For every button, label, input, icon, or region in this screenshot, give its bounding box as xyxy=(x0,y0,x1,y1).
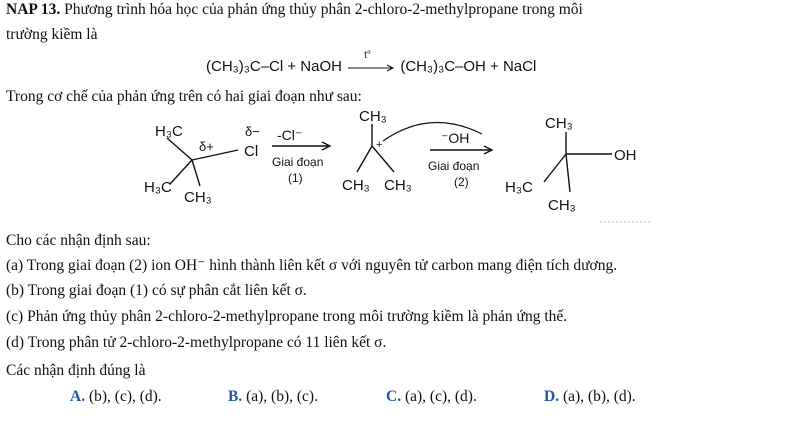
step1-arrow xyxy=(272,127,330,185)
mechanism-diagram xyxy=(0,106,791,230)
option-b-letter: B. xyxy=(228,388,243,405)
option-d-letter: D. xyxy=(544,388,560,405)
question-stem-text: Phương trình hóa học của phản ứng thủy phân 2-chloro-2-methylpropane trong môi xyxy=(64,1,583,18)
statement-a: (a) Trong giai đoạn (2) ion OH⁻ hình thành liên kết σ với nguyên tử carbon mang điện tích dương. xyxy=(6,257,618,274)
question-prompt: Các nhận định đúng là xyxy=(6,362,146,379)
question-number: NAP 13. xyxy=(6,1,61,18)
product-oh: OH xyxy=(614,147,637,164)
arrow-icon xyxy=(346,60,396,74)
option-a[interactable] xyxy=(70,388,162,406)
statements-intro: Cho các nhận định sau: xyxy=(6,232,151,249)
step1-top-label: -Cl⁻ xyxy=(277,127,303,143)
statement-b: (b) Trong giai đoạn (1) có sự phân cắt liên kết σ. xyxy=(6,282,307,299)
option-b-text: (a), (b), (c). xyxy=(246,388,318,405)
question-stem-line1 xyxy=(6,1,583,19)
step2-arrow xyxy=(428,130,492,189)
delta-minus: δ− xyxy=(245,124,260,139)
carbocation-ch3-top: CH₃ xyxy=(359,108,387,125)
option-d[interactable] xyxy=(544,388,636,406)
step2-number: (2) xyxy=(454,175,469,189)
step1-label: Giai đoạn xyxy=(272,155,324,169)
option-c-letter: C. xyxy=(386,388,402,405)
carbocation-ch3-right: CH₃ xyxy=(384,177,412,194)
statement-d: (d) Trong phân tử 2-chloro-2-methylpropane có 11 liên kết σ. xyxy=(6,334,387,351)
product-ch3-bottom: CH₃ xyxy=(548,197,576,214)
option-b[interactable] xyxy=(228,388,318,406)
reactant-h3c-top: H₃C xyxy=(155,123,183,140)
step2-top-label: ⁻OH xyxy=(441,130,470,146)
equation-arrow-label: t° xyxy=(364,50,371,62)
option-a-text: (b), (c), (d). xyxy=(88,388,162,405)
reactant-ch3-bottom: CH₃ xyxy=(184,189,212,206)
equation-left: (CH₃)₃C–Cl + NaOH xyxy=(206,58,342,75)
product-h3c: H₃C xyxy=(505,179,533,196)
product-molecule xyxy=(505,115,637,214)
reactant-h3c-bottom: H₃C xyxy=(144,179,172,196)
mechanism-intro: Trong cơ chế của phản ứng trên có hai giai đoạn như sau: xyxy=(6,88,362,105)
option-c-text: (a), (c), (d). xyxy=(404,388,477,405)
step2-label: Giai đoạn xyxy=(428,159,480,173)
question-stem-line2: trường kiềm là xyxy=(6,26,98,43)
statement-c: (c) Phản ứng thủy phân 2-chloro-2-methylpropane trong môi trường kiềm là phản ứng thế. xyxy=(6,308,568,325)
option-a-letter: A. xyxy=(70,388,86,405)
option-d-text: (a), (b), (d). xyxy=(562,388,636,405)
carbocation-charge: + xyxy=(376,139,383,151)
product-ch3-top: CH₃ xyxy=(545,115,573,132)
chlorine-atom: Cl xyxy=(244,143,259,160)
delta-plus: δ+ xyxy=(199,139,214,154)
step1-number: (1) xyxy=(288,171,303,185)
reaction-equation xyxy=(206,50,537,75)
equation-arrow xyxy=(346,50,396,74)
equation-right: (CH₃)₃C–OH + NaCl xyxy=(400,58,537,75)
carbocation-ch3-left: CH₃ xyxy=(342,177,370,194)
reactant-molecule xyxy=(144,123,260,206)
option-c[interactable] xyxy=(386,388,477,406)
